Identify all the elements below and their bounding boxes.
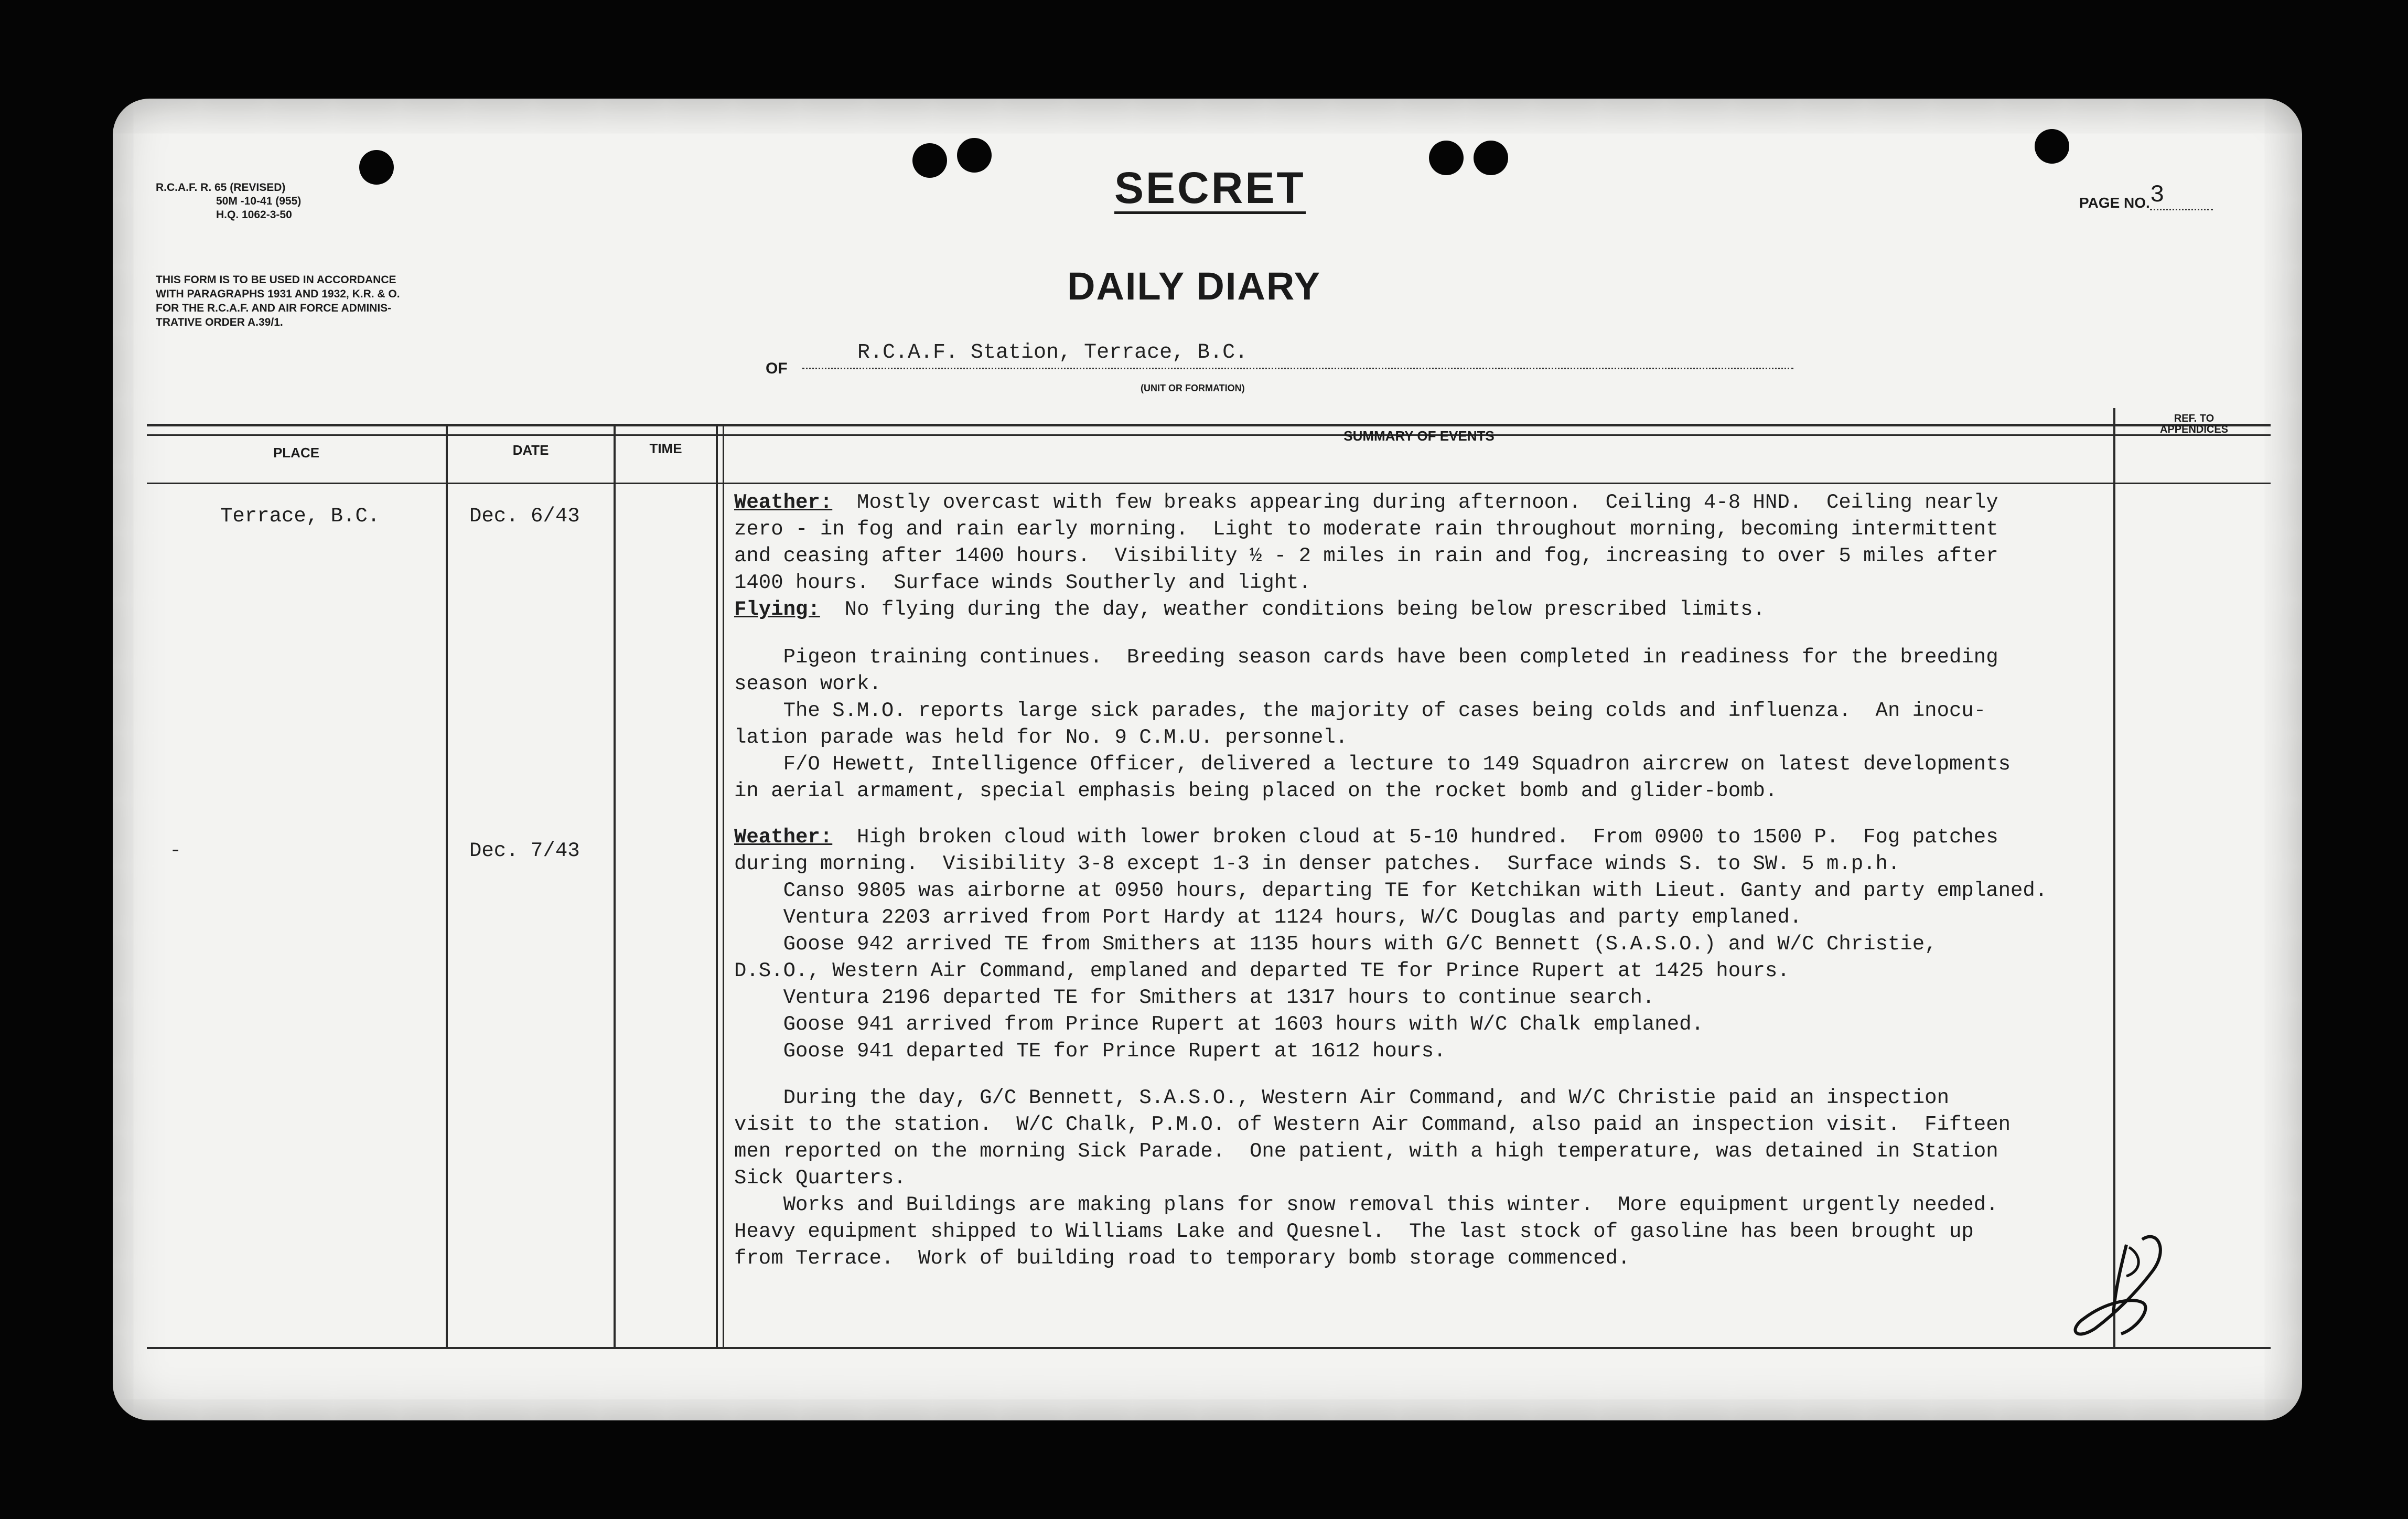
entry-place: Terrace, B.C.: [220, 505, 380, 528]
of-label: OF: [766, 360, 788, 377]
column-header-summary: SUMMARY OF EVENTS: [1343, 428, 1495, 444]
header-bottom-rule: [147, 483, 2271, 484]
unit-caption: (UNIT OR FORMATION): [1141, 383, 1245, 393]
unit-value: R.C.A.F. Station, Terrace, B.C.: [857, 341, 1248, 365]
entry-date: Dec. 7/43: [469, 839, 580, 862]
column-divider: [614, 424, 616, 1347]
page-number-field: [2079, 181, 2213, 217]
column-header-date: DATE: [512, 442, 549, 458]
hq-code: H.Q. 1062-3-50: [216, 209, 292, 221]
column-header-place: PLACE: [273, 445, 320, 461]
table-bottom-rule: [147, 1347, 2271, 1349]
weather-label: Weather:: [734, 491, 833, 514]
entry-notes: Pigeon training continues. Breeding season cards have been completed in readiness for the breeding season work. The S.M.O. reports large sick parades, the majority of cases being colds and influenza. An inocu- lation parade was held for No. 9 C.M.U. personnel. F/O Hewett, Intelligence Officer, delivered a lecture to 149 Squadron aircrew on latest developments in aerial armament, special emphasis being placed on the rocket bomb and glider-bomb.: [734, 646, 2011, 803]
punch-hole: [1474, 141, 1508, 175]
entry-place: -: [169, 839, 182, 862]
entry-summary: Weather: High broken cloud with lower broken cloud at 5-10 hundred. From 0900 to 1500 P. Fog patches during morning. Visibility 3-8 except 1-3 in denser patches. Surface winds S. to SW. 5 m.p.h. Canso 9805 was airborne at 0950 hours, departing TE for Ketchikan with Lieut. Ganty and party emplaned. Ventura 2203 arrived from Port Hardy at 1124 hours, W/C Douglas and party emplaned. Goose 942 arrived TE from Smithers at 1135 hours with G/C Bennett (S.A.S.O.) and W/C Christie, D.S.O., Western Air Command, emplaned and departed TE for Prince Rupert at 1425 hours. Ventura 2196 departed TE for Smithers at 1317 hours to continue search. Goose 941 arrived from Prince Rupert at 1603 hours with W/C Chalk emplaned. Goose 941 departed TE for Prince Rupert at 1612 hours.: [734, 826, 2048, 1063]
column-header-ref: REF. TO APPENDICES: [2159, 413, 2229, 435]
punch-hole: [1429, 141, 1464, 175]
punch-hole: [359, 150, 394, 185]
form-codes: [156, 181, 301, 222]
column-header-time: TIME: [649, 441, 682, 456]
punch-hole: [2035, 129, 2069, 164]
weather-label: Weather:: [734, 826, 833, 849]
initials-signature: [2063, 1224, 2168, 1350]
entry-summary: Weather: Mostly overcast with few breaks appearing during afternoon. Ceiling 4-8 HND. Ceiling nearly zero - in fog and rain early morning. Light to moderate rain throughout morning, becoming intermittent and ceasing after 1400 hours. Visibility ½ - 2 miles in rain and fog, increasing to over 5 miles after 1400 hours. Surface winds Southerly and light. Flying: No flying during the day, weather conditions being below prescribed limits.: [734, 491, 1998, 621]
print-code: 50M -10-41 (955): [216, 195, 302, 207]
diary-sheet: [113, 99, 2302, 1420]
entry-notes: During the day, G/C Bennett, S.A.S.O., Western Air Command, and W/C Christie paid an inspection visit to the station. W/C Chalk, P.M.O. of Western Air Command, also paid an inspection visit. Fifteen men reported on the morning Sick Parade. One patient, with a high temperature, was detained in Station Sick Quarters. Works and Buildings are making plans for snow removal this winter. More equipment urgently needed. Heavy equipment shipped to Williams Lake and Quesnel. The last stock of gasoline has been brought up from Terrace. Work of building road to temporary bomb storage commenced.: [734, 1086, 2011, 1270]
form-title: DAILY DIARY: [1067, 264, 1321, 308]
flying-label: Flying:: [734, 598, 820, 621]
column-divider: [716, 424, 718, 1347]
column-divider: [2113, 408, 2115, 1347]
punch-hole: [912, 143, 947, 178]
classification-stamp: SECRET: [1114, 164, 1306, 214]
page-number-label: PAGE NO.: [2079, 195, 2150, 211]
form-usage-note: THIS FORM IS TO BE USED IN ACCORDANCE WITH PARAGRAPHS 1931 AND 1932, K.R. & O. FOR THE R.C.A.F. AND AIR FORCE ADMINIS- TRATIVE ORDER A.39/1.: [156, 274, 400, 328]
table-top-rule: [147, 424, 2271, 426]
column-divider: [723, 424, 724, 1347]
form-number: R.C.A.F. R. 65 (REVISED): [156, 181, 286, 194]
entry-date: Dec. 6/43: [469, 505, 580, 528]
column-divider: [446, 424, 448, 1347]
page-number-value: 3: [2150, 181, 2213, 210]
punch-hole: [957, 138, 992, 173]
